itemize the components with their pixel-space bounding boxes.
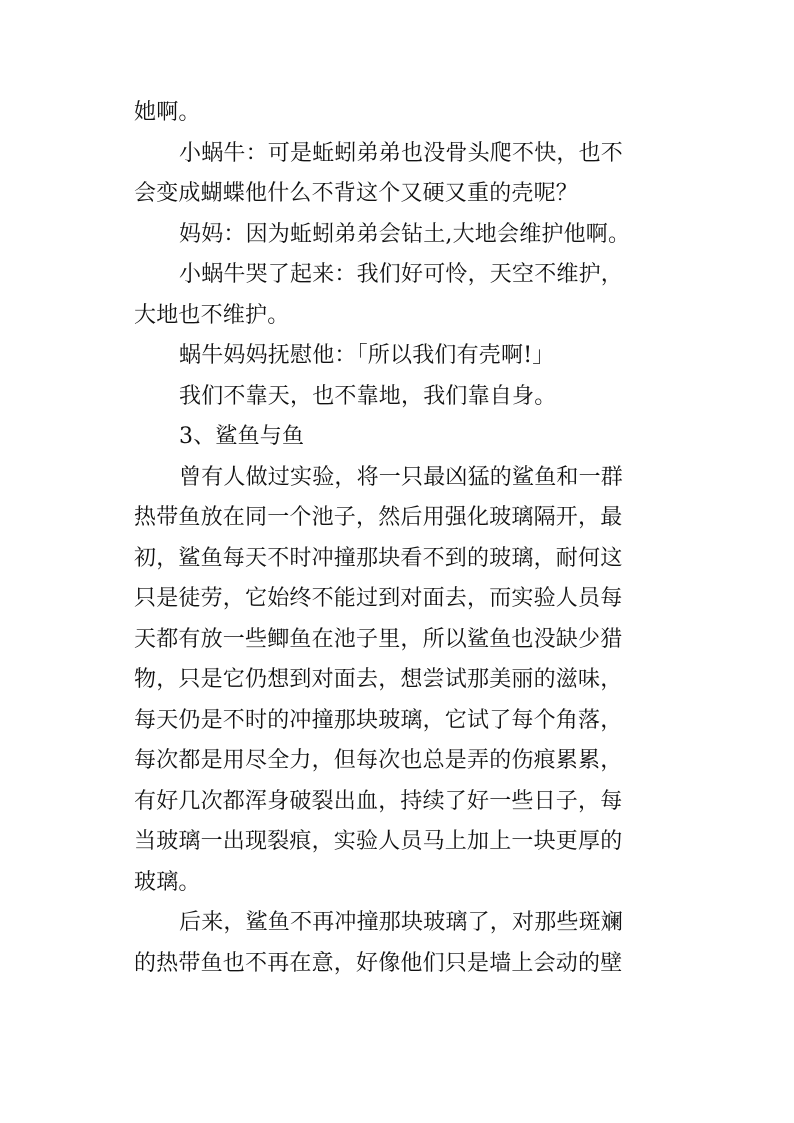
text-line: 热带鱼放在同一个池子，然后用强化玻璃隔开，最	[134, 505, 623, 530]
text-line: 物，只是它仍想到对面去，想尝试那美丽的滋味，	[134, 667, 623, 692]
text-line: 后来，鲨鱼不再冲撞那块玻璃了，对那些斑斓	[179, 910, 624, 935]
text-line: 会变成蝴蝶他什么不背这个又硬又重的壳呢？	[134, 181, 579, 206]
text-line: 每次都是用尽全力，但每次也总是弄的伤痕累累，	[134, 748, 623, 773]
text-line: 她啊。	[134, 100, 201, 125]
text-line: 玻璃。	[134, 869, 201, 895]
text-line: 曾有人做过实验，将一只最凶猛的鲨鱼和一群	[179, 464, 624, 490]
text-line: 有好几次都浑身破裂出血，持续了好一些日子，每	[134, 788, 623, 814]
text-line: 天都有放一些鲫鱼在池子里，所以鲨鱼也没缺少猎	[134, 626, 623, 652]
text-line: 初，鲨鱼每天不时冲撞那块看不到的玻璃，耐何这	[134, 545, 623, 571]
document-body	[134, 93, 670, 984]
text-line: 妈妈：因为蚯蚓弟弟会钻土,大地会维护他啊。	[179, 221, 631, 247]
text-line: 大地也不维护。	[134, 302, 290, 328]
text-line: 蜗牛妈妈抚慰他：「所以我们有壳啊!」	[179, 343, 555, 368]
text-line: 当玻璃一出现裂痕，实验人员马上加上一块更厚的	[134, 829, 623, 854]
text-line: 只是徒劳，它始终不能过到对面去，而实验人员每	[134, 586, 623, 611]
text-line: 的热带鱼也不再在意，好像他们只是墙上会动的壁	[134, 950, 623, 976]
text-line: 我们不靠天，也不靠地，我们靠自身。	[179, 383, 557, 409]
text-line: 每天仍是不时的冲撞那块玻璃，它试了每个角落，	[134, 707, 623, 733]
text-line: 小蜗牛：可是蚯蚓弟弟也没骨头爬不快，也不	[179, 140, 624, 166]
text-line: 小蜗牛哭了起来：我们好可怜，天空不维护，	[179, 262, 624, 287]
section-heading: 3、鲨鱼与鱼	[179, 424, 305, 449]
